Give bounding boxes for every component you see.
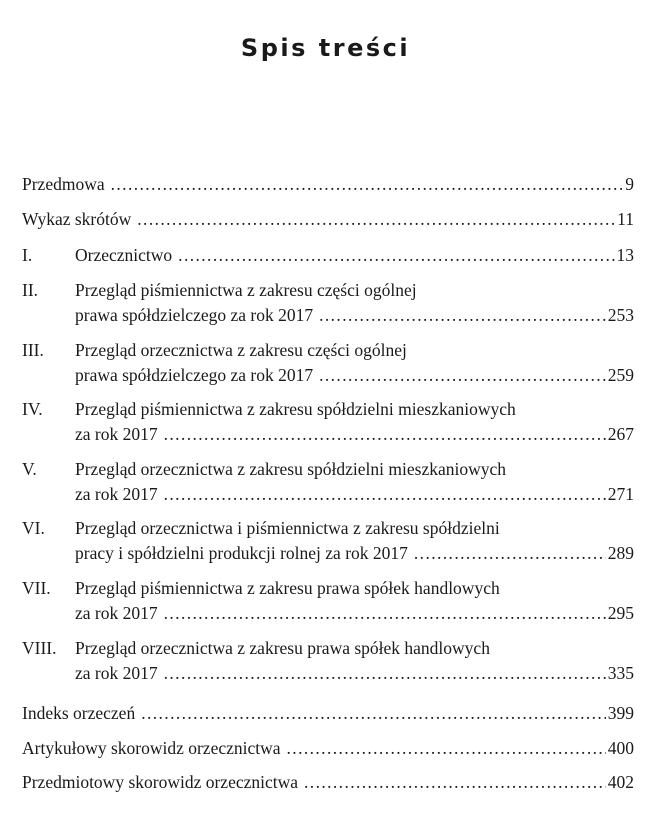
dot-leader — [164, 601, 606, 626]
dot-leader — [164, 422, 606, 447]
toc-entry-chapter-1[interactable] — [22, 243, 634, 268]
toc-entry-title: Artykułowy skorowidz orzecznictwa — [22, 738, 281, 758]
dot-leader — [111, 172, 624, 197]
chapter-number: VI. — [22, 518, 45, 538]
toc-entry-title: Przedmiotowy skorowidz orzecznictwa — [22, 772, 299, 792]
toc-page-number: 11 — [617, 209, 634, 229]
chapter-number: III. — [22, 340, 44, 360]
toc-entry-title: Przegląd piśmiennictwa z zakresu spółdzielni mieszkaniowych — [75, 399, 516, 419]
toc-entry-title-continued: za rok 2017 — [75, 663, 158, 683]
toc-entry-title-continued: pracy i spółdzielni produkcji rolnej za rok 2017 — [75, 543, 408, 563]
chapter-number: I. — [22, 245, 33, 265]
toc-entry-title: Przegląd orzecznictwa z zakresu części ogólnej — [75, 340, 407, 360]
toc-entry-title: Orzecznictwo — [75, 245, 173, 265]
toc-entry-title-continued: za rok 2017 — [75, 484, 158, 504]
toc-entry-chapter-6[interactable] — [22, 516, 634, 566]
dot-leader — [287, 736, 606, 761]
chapter-number: VII. — [22, 578, 51, 598]
toc-entry-title: Wykaz skrótów — [22, 209, 132, 229]
toc-entry-title-continued: prawa spółdzielczego za rok 2017 — [75, 365, 314, 385]
toc-entry-title: Przedmowa — [22, 174, 105, 194]
toc-entry-title: Przegląd piśmiennictwa z zakresu prawa spółek handlowych — [75, 578, 500, 598]
toc-entry-artykulowy-skorowidz[interactable] — [22, 736, 634, 761]
dot-leader — [414, 541, 606, 566]
toc-page-number: 9 — [625, 174, 634, 194]
toc-page-number: 259 — [607, 365, 634, 385]
toc-entry-indeks-orzeczen[interactable] — [22, 701, 634, 726]
dot-leader — [304, 770, 606, 795]
dot-leader — [141, 701, 606, 726]
dot-leader — [164, 661, 606, 686]
toc-page-number: 400 — [607, 738, 634, 758]
toc-page-number: 13 — [616, 245, 634, 265]
toc-entry-title: Przegląd piśmiennictwa z zakresu części ogólnej — [75, 280, 417, 300]
toc-page-number: 402 — [607, 772, 634, 792]
dot-leader — [137, 207, 615, 232]
chapter-number: IV. — [22, 399, 43, 419]
toc-entry-title: Przegląd orzecznictwa z zakresu spółdzielni mieszkaniowych — [75, 459, 506, 479]
chapter-number: VIII. — [22, 638, 57, 658]
toc-entry-title-continued: prawa spółdzielczego za rok 2017 — [75, 305, 314, 325]
page-title: Spis treści — [240, 34, 411, 62]
dot-leader — [178, 243, 614, 268]
toc-entry-wykaz-skrotow[interactable] — [22, 207, 634, 232]
toc-page-number: 295 — [607, 603, 634, 623]
toc-entry-chapter-4[interactable] — [22, 397, 634, 447]
toc-entry-chapter-2[interactable] — [22, 278, 634, 328]
toc-entry-title-continued: za rok 2017 — [75, 424, 158, 444]
toc-page-number: 289 — [607, 543, 634, 563]
toc-entry-przedmiotowy-skorowidz[interactable] — [22, 770, 634, 795]
toc-page-number: 399 — [607, 703, 634, 723]
toc-entry-title-continued: za rok 2017 — [75, 603, 158, 623]
toc-entry-title: Indeks orzeczeń — [22, 703, 136, 723]
dot-leader — [319, 363, 606, 388]
toc-page-number: 253 — [607, 305, 634, 325]
toc-entry-title: Przegląd orzecznictwa z zakresu prawa spółek handlowych — [75, 638, 490, 658]
dot-leader — [164, 482, 606, 507]
toc-entry-chapter-5[interactable] — [22, 457, 634, 507]
toc-entry-chapter-8[interactable] — [22, 636, 634, 686]
toc-page-number: 271 — [607, 484, 634, 504]
toc-entry-chapter-3[interactable] — [22, 338, 634, 388]
toc-page-number: 267 — [607, 424, 634, 444]
toc-entry-przedmowa[interactable] — [22, 172, 634, 197]
chapter-number: II. — [22, 280, 39, 300]
dot-leader — [319, 303, 606, 328]
toc-page-number: 335 — [607, 663, 634, 683]
toc-entry-chapter-7[interactable] — [22, 576, 634, 626]
toc-entry-title: Przegląd orzecznictwa i piśmiennictwa z zakresu spółdzielni — [75, 518, 500, 538]
chapter-number: V. — [22, 459, 37, 479]
